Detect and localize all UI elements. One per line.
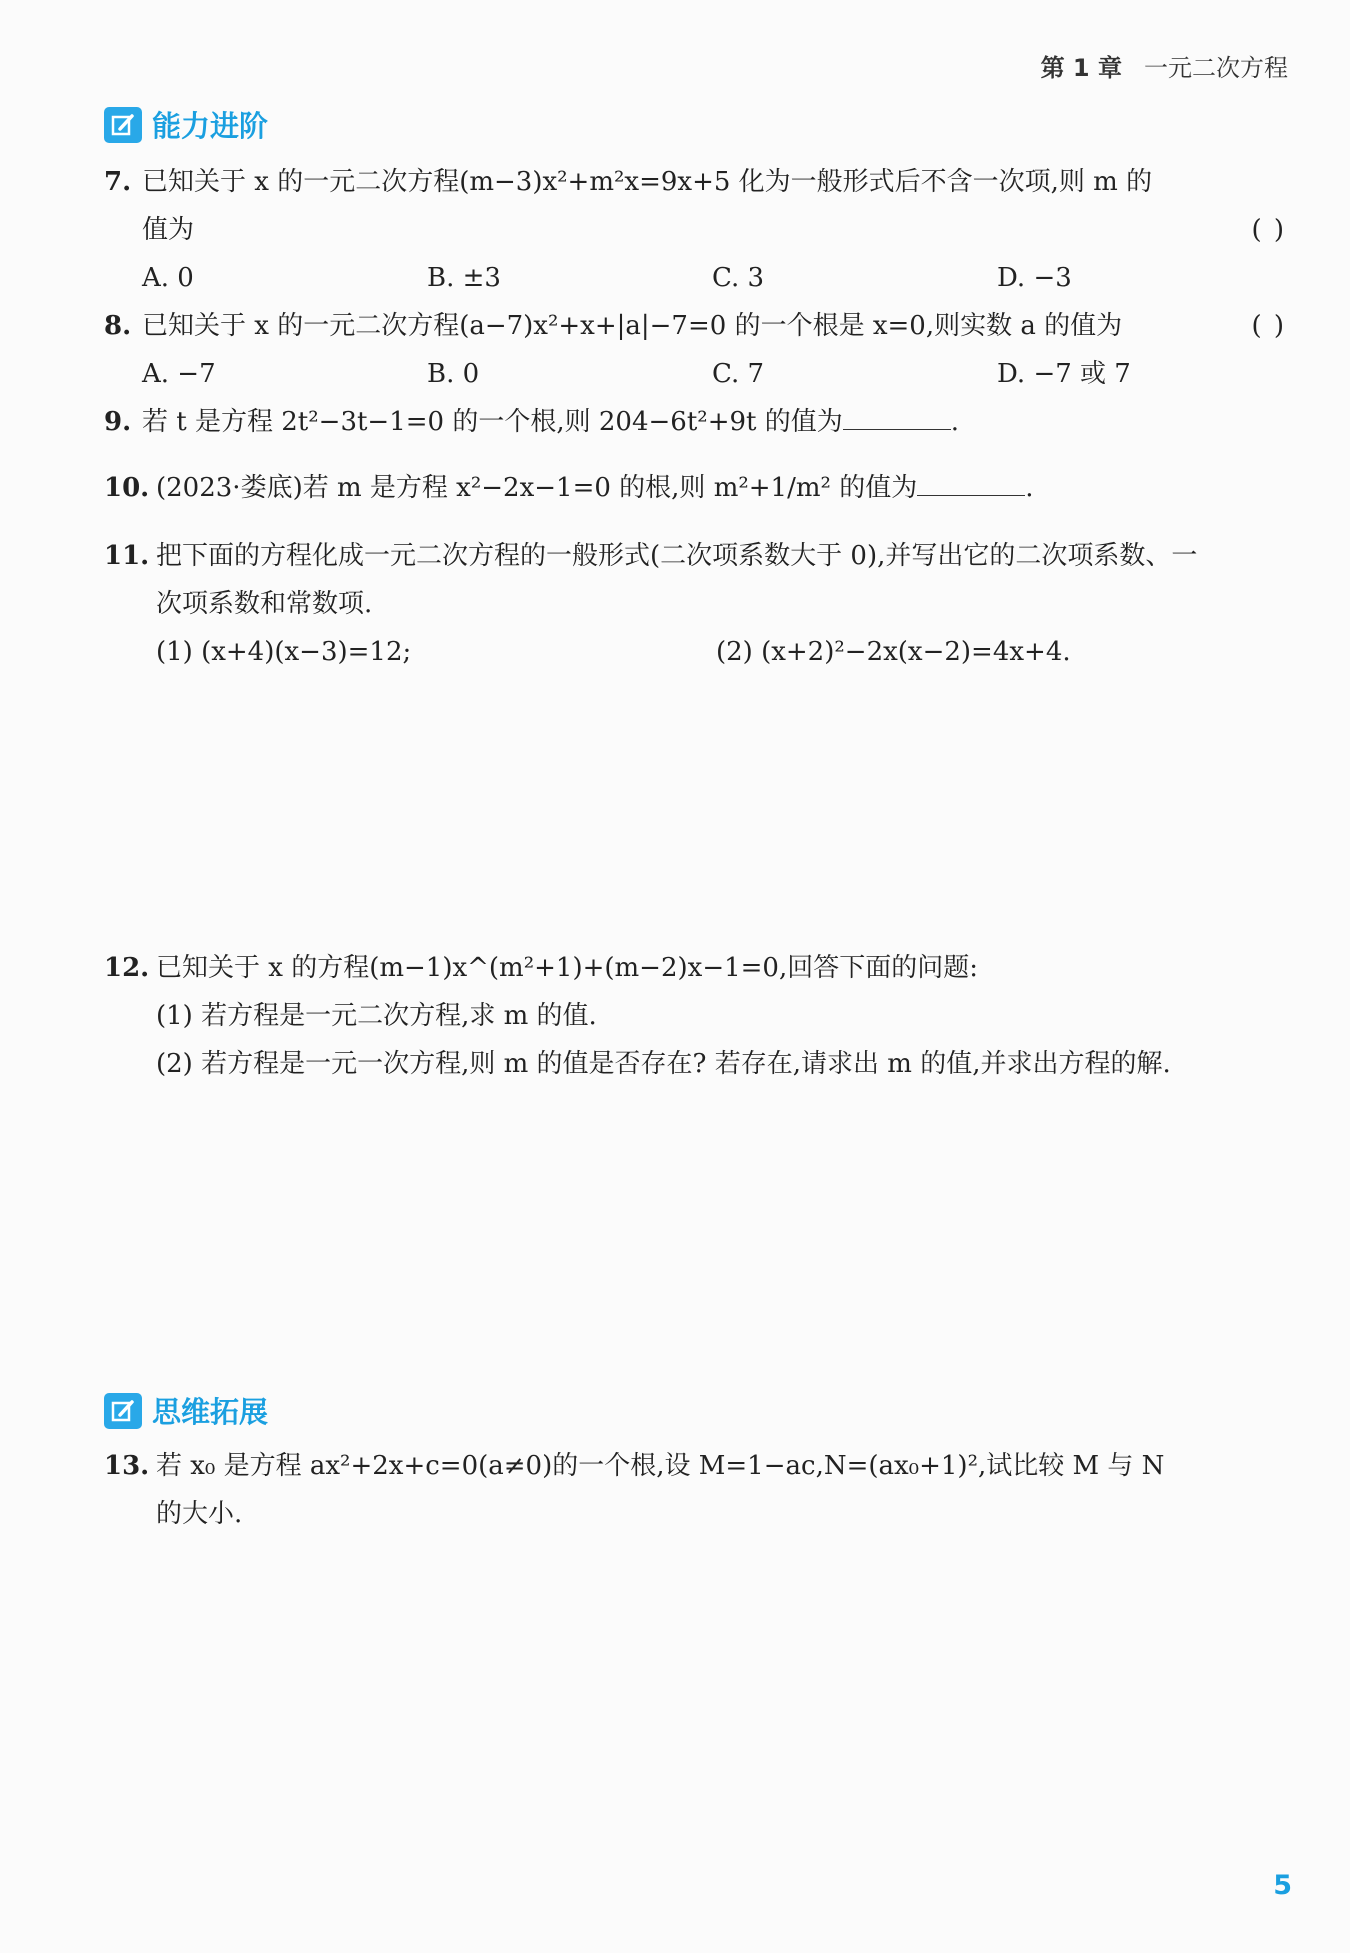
- question-text: 若 t 是方程 2t²−3t−1=0 的一个根,则 204−6t²+9t 的值为: [142, 407, 843, 437]
- option-a: A. −7: [142, 359, 216, 389]
- pencil-icon: [104, 107, 142, 143]
- question-13: [104, 1442, 1286, 1538]
- sub-question-1: (1) 若方程是一元二次方程,求 m 的值.: [156, 1001, 597, 1031]
- period: .: [950, 407, 960, 437]
- period: .: [1025, 473, 1034, 503]
- page-number: 5: [1273, 1870, 1292, 1901]
- section-title: 思维拓展: [152, 1395, 269, 1429]
- section-title: 能力进阶: [152, 109, 269, 143]
- option-c: C. 7: [712, 359, 765, 389]
- pencil-icon: [104, 1393, 142, 1429]
- question-text: (2023·娄底)若 m 是方程 x²−2x−1=0 的根,则 m²+1/m² 的值为: [156, 473, 918, 503]
- question-9: [104, 398, 1286, 446]
- chapter-title: 一元二次方程: [1144, 54, 1288, 82]
- question-text: 已知关于 x 的一元二次方程(m−3)x²+m²x=9x+5 化为一般形式后不含一次项,则 m 的: [142, 167, 1153, 197]
- answer-bracket: ( ): [1251, 311, 1286, 341]
- question-number: 11.: [104, 541, 150, 571]
- option-a: A. 0: [142, 263, 194, 293]
- question-number: 10.: [104, 473, 150, 503]
- question-8: [104, 302, 1286, 398]
- question-11: [104, 532, 1286, 676]
- question-number: 8.: [104, 311, 132, 341]
- question-text: 把下面的方程化成一元二次方程的一般形式(二次项系数大于 0),并写出它的二次项系数、一: [156, 541, 1198, 571]
- options-row: [104, 254, 1286, 302]
- section-heading-ability: [104, 104, 268, 145]
- question-text: 已知关于 x 的一元二次方程(a−7)x²+x+|a|−7=0 的一个根是 x=0,则实数 a 的值为: [142, 311, 1123, 341]
- question-text-cont: 的大小.: [156, 1499, 243, 1529]
- question-number: 7.: [104, 167, 132, 197]
- answer-blank: [917, 465, 1025, 496]
- sub-question-2: (2) (x+2)²−2x(x−2)=4x+4.: [716, 637, 1071, 667]
- sub-question-1: (1) (x+4)(x−3)=12;: [156, 637, 412, 667]
- question-text-cont: 值为: [142, 215, 195, 245]
- option-b: B. ±3: [427, 263, 501, 293]
- sub-question-2: (2) 若方程是一元一次方程,则 m 的值是否存在? 若存在,请求出 m 的值,并求出方程的解.: [156, 1049, 1171, 1079]
- question-text: 已知关于 x 的方程(m−1)x^(m²+1)+(m−2)x−1=0,回答下面的问题:: [156, 953, 978, 983]
- option-b: B. 0: [427, 359, 480, 389]
- question-number: 13.: [104, 1451, 150, 1481]
- options-row: [104, 350, 1286, 398]
- option-c: C. 3: [712, 263, 765, 293]
- section-heading-thinking: [104, 1390, 268, 1431]
- chapter-label: 第 1 章: [1040, 54, 1122, 82]
- question-text: 若 x₀ 是方程 ax²+2x+c=0(a≠0)的一个根,设 M=1−ac,N=(ax₀+1)²,试比较 M 与 N: [156, 1451, 1165, 1481]
- question-10: [104, 464, 1286, 512]
- question-number: 9.: [104, 407, 132, 437]
- question-text-cont: 次项系数和常数项.: [156, 589, 373, 619]
- question-number: 12.: [104, 953, 150, 983]
- question-12: [104, 944, 1286, 1088]
- answer-bracket: ( ): [1251, 215, 1286, 245]
- option-d: D. −3: [997, 263, 1072, 293]
- running-header: [1041, 48, 1288, 83]
- question-7: [104, 158, 1286, 302]
- option-d: D. −7 或 7: [997, 359, 1131, 389]
- answer-blank: [843, 399, 951, 430]
